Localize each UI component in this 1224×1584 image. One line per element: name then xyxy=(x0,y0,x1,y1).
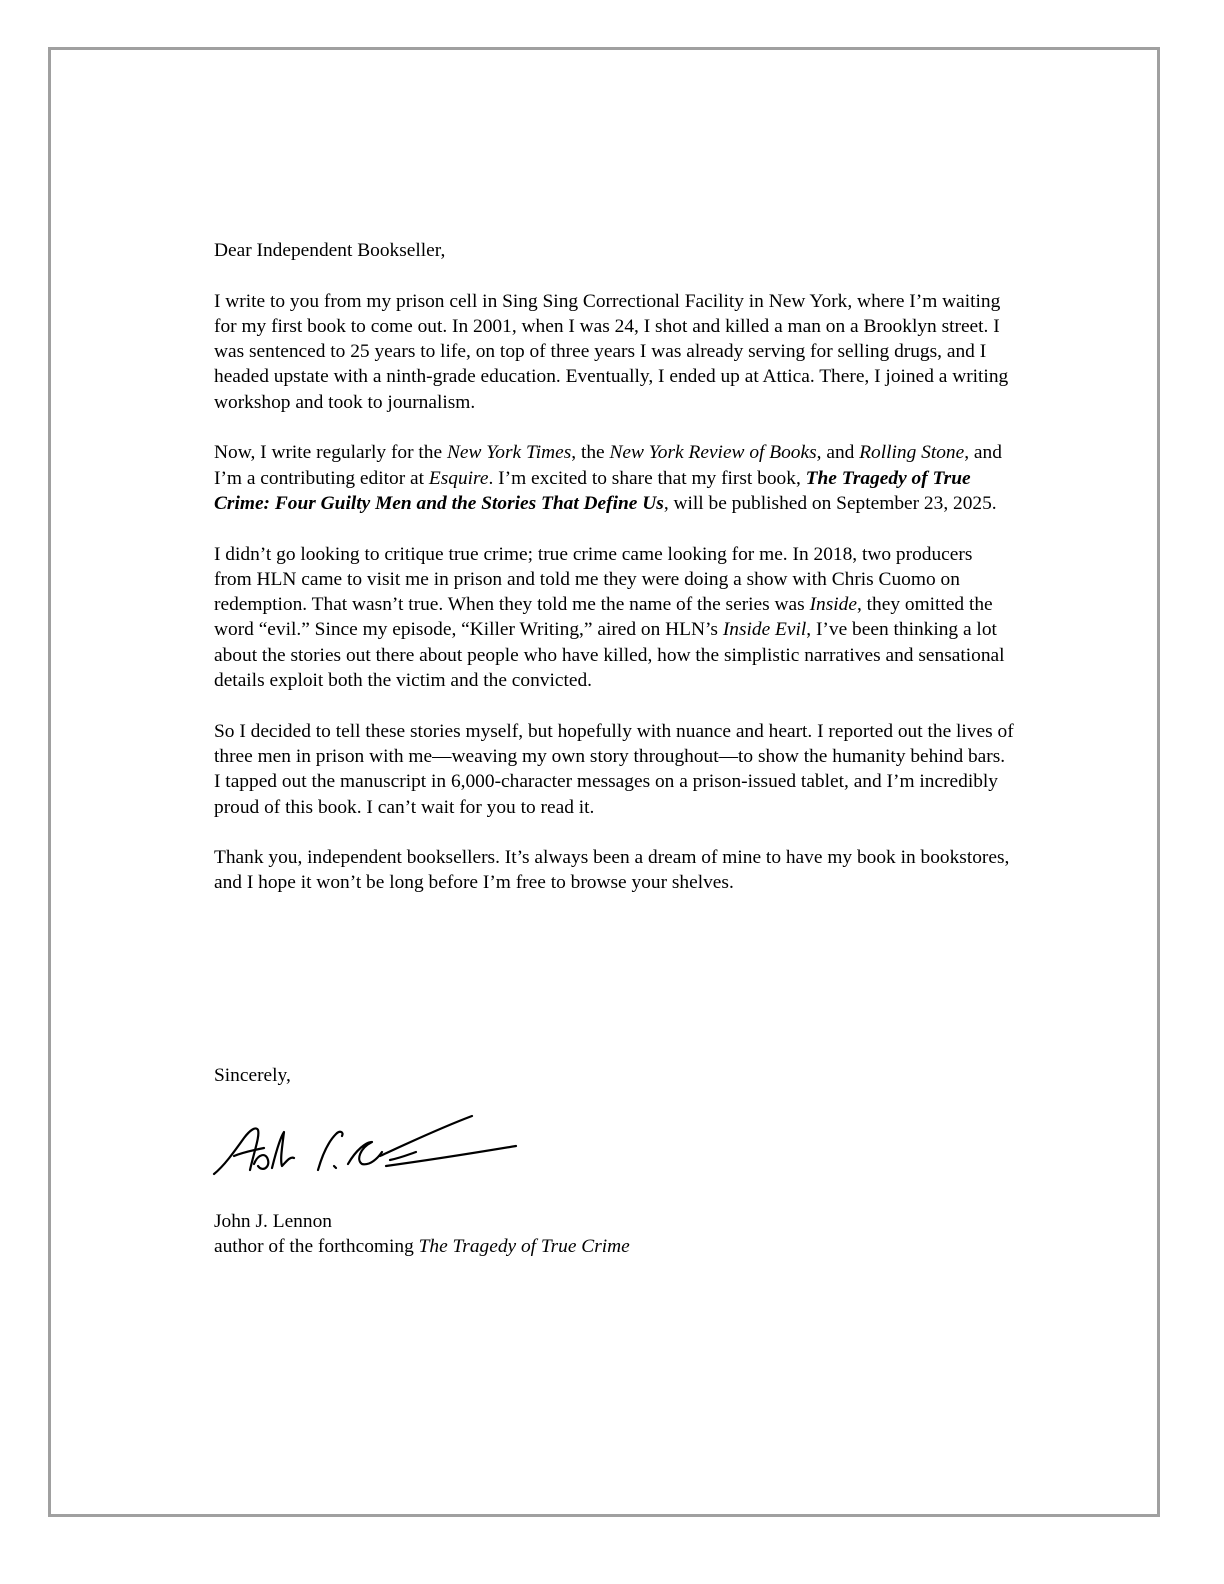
p2-text-4: , and I’m a contributing editor at xyxy=(214,442,1002,489)
handwritten-signature xyxy=(210,1108,530,1188)
p2-text-5: . I’m excited to share that my first book, xyxy=(488,467,806,489)
paragraph-4: So I decided to tell these stories myself, but hopefully with nuance and heart. I reported out the lives of three men in prison with me—weaving my own story throughout—to show the humanity behind bars. I tapped out the manuscript in 6,000-character messages on a prison-issued tablet, and I’m incredibly proud of this book. I can’t wait for you to read it. xyxy=(214,720,1014,818)
author-line-prefix: author of the forthcoming xyxy=(214,1236,419,1257)
p2-text-2: , the xyxy=(571,442,610,464)
nyrb-title: New York Review of Books xyxy=(609,442,817,464)
paragraph-3 xyxy=(214,542,1014,694)
greeting: Dear Independent Bookseller, xyxy=(214,240,446,261)
paragraph-5: Thank you, independent booksellers. It’s always been a dream of mine to have my book in bookstores, and I hope it won’t be long before I’m free to browse your shelves. xyxy=(214,847,1010,894)
inside-evil-title: Inside Evil xyxy=(722,619,807,641)
p3-text-3: , I’ve been thinking a lot about the stories out there about people who have killed, how the simplistic narratives and sensational details exploit both the victim and the convicted. xyxy=(214,619,1005,692)
author-name: John J. Lennon xyxy=(214,1211,332,1232)
esquire-title: Esquire xyxy=(428,467,489,489)
p2-text-1: Now, I write regularly for the xyxy=(214,442,447,464)
closing: Sincerely, xyxy=(214,1065,291,1086)
p3-text-2: , they omitted the word “evil.” Since my episode, “Killer Writing,” aired on HLN’s xyxy=(214,594,993,641)
book-full-title: The Tragedy of True Crime: Four Guilty Men and the Stories That Define Us xyxy=(214,467,971,514)
p2-text-3: , and xyxy=(816,442,860,464)
rolling-stone-title: Rolling Stone xyxy=(859,442,965,464)
paragraph-2 xyxy=(214,440,1014,516)
inside-title: Inside xyxy=(809,594,857,616)
p3-text-1: I didn’t go looking to critique true crime; true crime came looking for me. In 2018, two producers from HLN came to visit me in prison and told me they were doing a show with Chris Cuomo on redemption. That wasn’t true. When they told me the name of the series was xyxy=(214,543,973,616)
p2-text-6: , will be published on September 23, 2025. xyxy=(663,492,997,514)
author-line-title: The Tragedy of True Crime xyxy=(418,1236,630,1257)
paragraph-1: I write to you from my prison cell in Sing Sing Correctional Facility in New York, where I’m waiting for my first book to come out. In 2001, when I was 24, I shot and killed a man on a Brooklyn street. I was sentenced to 25 years to life, on top of three years I was already serving for selling drugs, and I headed upstate with a ninth-grade education. Eventually, I ended up at Attica. There, I joined a writing workshop and took to journalism. xyxy=(214,290,1009,413)
letter-body xyxy=(214,238,1014,921)
author-line xyxy=(214,1234,630,1259)
signoff xyxy=(214,1209,630,1259)
nyt-title: New York Times xyxy=(446,442,572,464)
